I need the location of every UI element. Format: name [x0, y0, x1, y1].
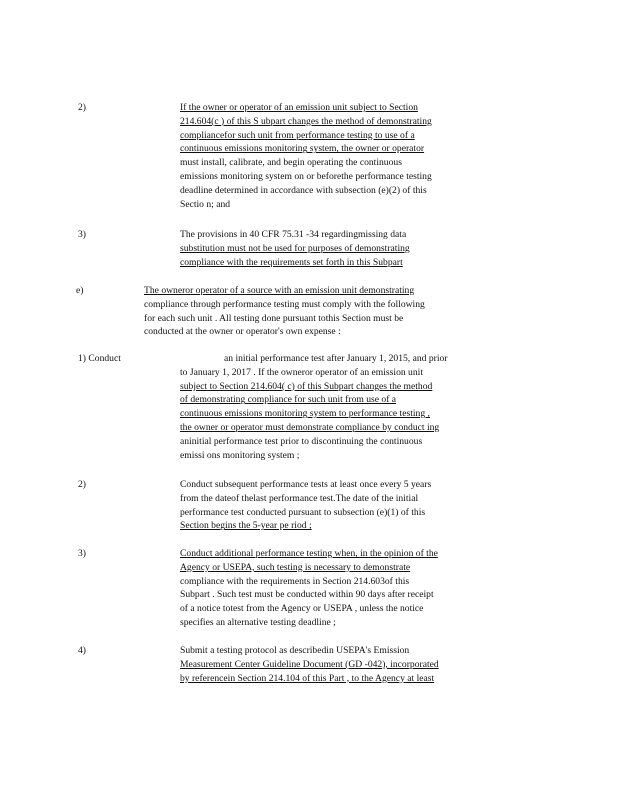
- text-line: subject to Section 214.604( c) of this Subpart changes the method: [180, 380, 433, 392]
- text-line: 214.604(c ) of this S ubpart changes the method of demonstrating: [180, 115, 432, 127]
- text-line: compliance with the requirements set forth in this Subpart: [180, 256, 403, 268]
- text-line: of demonstrating compliance for such unit from use of a: [180, 394, 397, 406]
- text-line: of a notice totest from the Agency or USEPA , unless the notice: [180, 603, 424, 615]
- item-label-e1: 1) Conduct: [78, 353, 121, 364]
- text-line: Agency or USEPA, such testing is necessary to demonstrate: [180, 561, 411, 573]
- text-line: The provisions in 40 CFR 75.31 -34 regardingmissing data: [180, 229, 407, 240]
- text-line: by referencein Section 214.104 of this Part , to the Agency at least: [180, 672, 435, 684]
- text-line: Subpart . Such test must be conducted within 90 days after receipt: [180, 589, 434, 601]
- text-line: to January 1, 2017 . If the owneror operator of an emission unit: [180, 366, 423, 378]
- text-line: the owner or operator must demonstrate compliance by conduct ing: [180, 421, 440, 433]
- item-label-d2: 2): [78, 102, 86, 113]
- text-line: continuous emissions monitoring system, the owner or operator: [180, 143, 425, 155]
- text-line: aninitial performance test prior to discontinuing the continuous: [180, 435, 423, 447]
- paragraph-d2: [147, 101, 480, 211]
- text-line: If the owner or operator of an emission unit subject to Section: [180, 102, 418, 113]
- text-line: substitution must not be used for purposes of demonstrating: [180, 242, 410, 254]
- text-line: emissi ons monitoring system ;: [180, 449, 300, 461]
- paragraph-e4: [180, 644, 505, 685]
- item-label-e: e): [76, 285, 84, 296]
- text-line: Submit a testing protocol as describedin USEPA's Emission: [180, 645, 410, 656]
- item-label-d3: 3): [78, 229, 86, 240]
- text-line: Measurement Center Guideline Document (GD -042), incorporated: [180, 658, 439, 670]
- text-line: for each such unit . All testing done pursuant tothis Section must be: [144, 312, 404, 324]
- text-line: Conduct subsequent performance tests at least once every 5 years: [180, 479, 432, 490]
- item-label-e3: 3): [78, 548, 86, 559]
- text-line: compliancefor such unit from performance testing to use of a: [180, 129, 415, 141]
- text-line: emissions monitoring system on or beforethe performance testing: [180, 170, 432, 182]
- text-line: The owneror operator of a source with an emission unit demonstrating: [144, 285, 415, 296]
- text-line: Section begins the 5-year pe riod ;: [180, 520, 312, 532]
- text-line: Conduct additional performance testing when, in the opinion of the: [180, 548, 438, 559]
- item-label-e2: 2): [78, 479, 86, 490]
- paragraph-e1: [180, 352, 500, 462]
- text-line: specifies an alternative testing deadline ;: [180, 616, 336, 628]
- text-line: Sectio n; and: [180, 198, 231, 210]
- text-line: compliance with the requirements in Section 214.603of this: [180, 575, 410, 587]
- text-line: performance test conducted pursuant to subsection (e)(1) of this: [180, 506, 426, 518]
- text-line: compliance through performance testing must comply with the following: [144, 298, 425, 310]
- text-line: must install, calibrate, and begin operating the continuous: [180, 157, 402, 169]
- text-line: from the dateof thelast performance test.The date of the initial: [180, 492, 419, 504]
- text-line: continuous emissions monitoring system to performance testing ,: [180, 408, 430, 420]
- item-label-e4: 4): [78, 645, 86, 656]
- paragraph-d3: [180, 228, 480, 269]
- text-line: deadline determined in accordance with subsection (e)(2) of this: [180, 184, 427, 196]
- text-line: conducted at the owner or operator's own expense :: [144, 326, 341, 338]
- paragraph-e3: [147, 547, 505, 630]
- paragraph-e: [144, 284, 484, 339]
- text-line: an initial performance test after January 1, 2015, and prior: [224, 353, 448, 364]
- paragraph-e2: [180, 478, 500, 533]
